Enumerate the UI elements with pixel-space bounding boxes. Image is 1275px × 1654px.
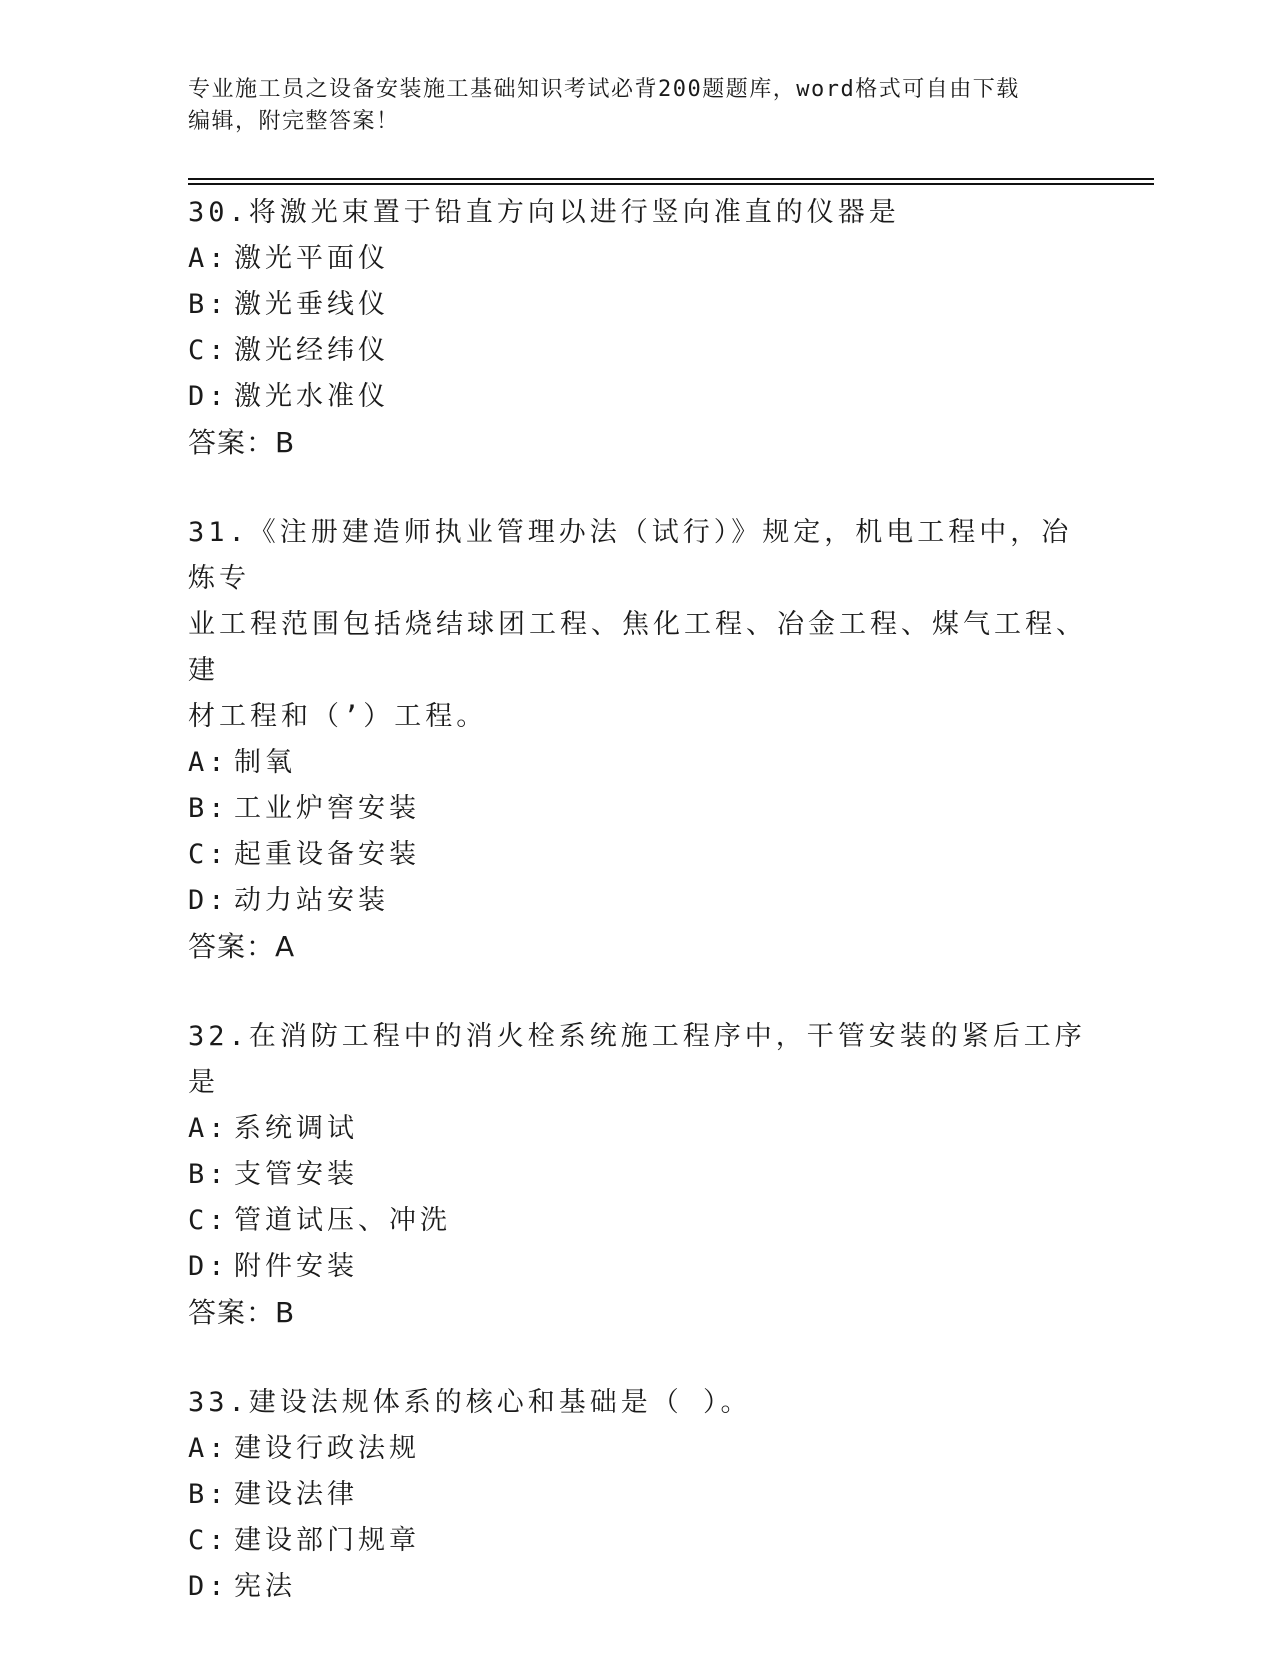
option-text: 建设行政法规 [234, 1433, 420, 1464]
option-a [188, 1426, 1088, 1472]
option-key: C: [188, 1525, 229, 1556]
option-key: C: [188, 839, 229, 870]
option-key: A: [188, 243, 229, 274]
option-key: A: [188, 1113, 229, 1144]
option-text: 附件安装 [234, 1251, 358, 1282]
option-text: 制氧 [234, 747, 296, 778]
answer-line: 答案：A [188, 930, 296, 963]
option-text: 起重设备安装 [234, 839, 420, 870]
option-key: A: [188, 747, 229, 778]
option-key: D: [188, 1571, 229, 1602]
question-stem: 31.《注册建造师执业管理办法（试行）》规定，机电工程中，冶炼专 [188, 517, 1073, 594]
question-stem: 33.建设法规体系的核心和基础是（ ）。 [188, 1387, 752, 1418]
option-key: C: [188, 1205, 229, 1236]
question-stem: 32.在消防工程中的消火栓系统施工程序中，干管安装的紧后工序是 [188, 1021, 1086, 1098]
option-c [188, 1198, 1088, 1244]
question-32 [188, 1014, 1088, 1336]
option-c [188, 328, 1088, 374]
option-b [188, 786, 1088, 832]
option-c [188, 1518, 1088, 1564]
option-b [188, 282, 1088, 328]
option-text: 激光垂线仪 [234, 289, 389, 320]
option-key: B: [188, 793, 229, 824]
answer-line: 答案：B [188, 1296, 296, 1329]
option-d [188, 1564, 1088, 1610]
option-a [188, 236, 1088, 282]
question-30 [188, 190, 1088, 466]
option-a [188, 1106, 1088, 1152]
question-list [188, 190, 1088, 1654]
option-b [188, 1152, 1088, 1198]
option-d [188, 878, 1088, 924]
option-key: C: [188, 335, 229, 366]
header-divider-bottom [188, 183, 1154, 185]
header-line-2: 编辑，附完整答案！ [188, 109, 400, 134]
option-key: B: [188, 289, 229, 320]
option-text: 系统调试 [234, 1113, 358, 1144]
document-header [188, 74, 1088, 138]
option-key: D: [188, 885, 229, 916]
question-33 [188, 1380, 1088, 1610]
option-text: 激光经纬仪 [234, 335, 389, 366]
option-text: 动力站安装 [234, 885, 389, 916]
option-a [188, 740, 1088, 786]
option-key: B: [188, 1479, 229, 1510]
question-stem: 30.将激光束置于铅直方向以进行竖向准直的仪器是 [188, 197, 900, 228]
option-text: 激光水准仪 [234, 381, 389, 412]
option-text: 激光平面仪 [234, 243, 389, 274]
question-31 [188, 510, 1088, 970]
option-text: 建设部门规章 [234, 1525, 420, 1556]
question-stem: 业工程范围包括烧结球团工程、焦化工程、冶金工程、煤气工程、建 [188, 609, 1087, 686]
option-text: 宪法 [234, 1571, 296, 1602]
option-key: A: [188, 1433, 229, 1464]
header-divider-top [188, 178, 1154, 180]
option-text: 工业炉窖安装 [234, 793, 420, 824]
option-text: 建设法律 [234, 1479, 358, 1510]
option-key: D: [188, 1251, 229, 1282]
answer-line: 答案：B [188, 426, 296, 459]
option-key: D: [188, 381, 229, 412]
header-line-1: 专业施工员之设备安装施工基础知识考试必背200题题库，word格式可自由下载 [188, 77, 1020, 102]
option-text: 管道试压、冲洗 [234, 1205, 451, 1236]
option-d [188, 1244, 1088, 1290]
option-text: 支管安装 [234, 1159, 358, 1190]
option-c [188, 832, 1088, 878]
option-b [188, 1472, 1088, 1518]
question-stem: 材工程和（’）工程。 [188, 701, 488, 732]
option-key: B: [188, 1159, 229, 1190]
option-d [188, 374, 1088, 420]
